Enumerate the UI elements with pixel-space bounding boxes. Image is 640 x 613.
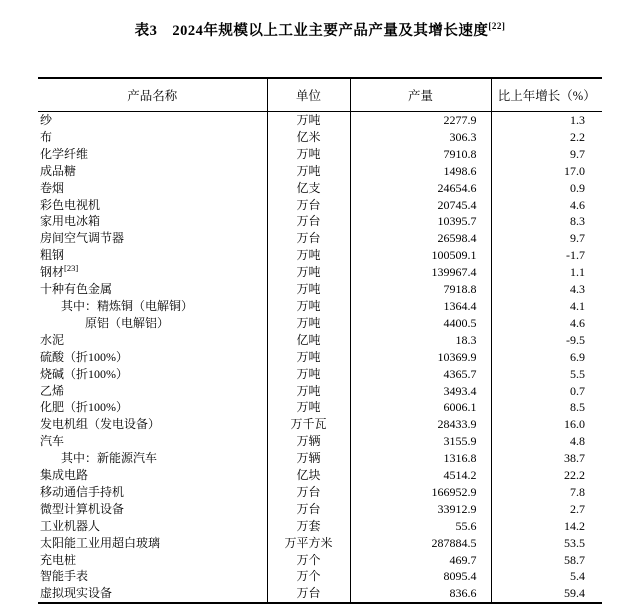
output-value-cell: 4365.7 [350, 366, 491, 383]
output-value-cell: 7918.8 [350, 281, 491, 298]
table-row [38, 247, 602, 264]
growth-value-cell: 58.7 [491, 552, 602, 569]
unit-cell: 万吨 [267, 281, 350, 298]
output-value-cell: 4514.2 [350, 467, 491, 484]
output-value-cell: 3155.9 [350, 433, 491, 450]
unit-cell: 亿支 [267, 180, 350, 197]
table-row [38, 264, 602, 281]
product-name-cell: 太阳能工业用超白玻璃 [40, 535, 161, 550]
product-name-cell: 钢材[23] [40, 264, 79, 280]
table-row [38, 535, 602, 552]
unit-cell: 万吨 [267, 112, 350, 129]
table-row [38, 315, 602, 332]
col-header-product: 产品名称 [38, 78, 267, 112]
growth-value-cell: 1.1 [491, 264, 602, 281]
output-value-cell: 28433.9 [350, 416, 491, 433]
table-row [38, 450, 602, 467]
product-name-cell: 发电机组（发电设备） [40, 417, 161, 432]
unit-cell: 万台 [267, 484, 350, 501]
output-value-cell: 4400.5 [350, 315, 491, 332]
table-row [38, 399, 602, 416]
growth-value-cell: 2.7 [491, 501, 602, 518]
table-row [38, 552, 602, 569]
growth-value-cell: 1.3 [491, 112, 602, 129]
product-name-cell: 粗钢 [40, 248, 65, 263]
output-value-cell: 6006.1 [350, 399, 491, 416]
unit-cell: 万吨 [267, 383, 350, 400]
output-value-cell: 166952.9 [350, 484, 491, 501]
table-row [38, 568, 602, 585]
table-row [38, 383, 602, 400]
growth-value-cell: -1.7 [491, 247, 602, 264]
table-row [38, 197, 602, 214]
output-value-cell: 8095.4 [350, 568, 491, 585]
growth-value-cell: 22.2 [491, 467, 602, 484]
growth-value-cell: 7.8 [491, 484, 602, 501]
growth-value-cell: 53.5 [491, 535, 602, 552]
unit-cell: 万个 [267, 568, 350, 585]
product-name-cell: 纱 [40, 113, 53, 127]
table-row [38, 298, 602, 315]
unit-cell: 万辆 [267, 433, 350, 450]
product-name-cell: 工业机器人 [40, 518, 101, 533]
unit-cell: 万吨 [267, 315, 350, 332]
unit-cell: 万吨 [267, 163, 350, 180]
unit-cell: 万吨 [267, 366, 350, 383]
unit-cell: 万吨 [267, 146, 350, 163]
output-value-cell: 3493.4 [350, 383, 491, 400]
table-row [38, 180, 602, 197]
growth-value-cell: 9.7 [491, 146, 602, 163]
unit-cell: 亿吨 [267, 332, 350, 349]
unit-cell: 万吨 [267, 247, 350, 264]
output-value-cell: 287884.5 [350, 535, 491, 552]
output-value-cell: 306.3 [350, 129, 491, 146]
growth-value-cell: 5.5 [491, 366, 602, 383]
table-row [38, 433, 602, 450]
unit-cell: 万台 [267, 197, 350, 214]
output-value-cell: 10369.9 [350, 349, 491, 366]
output-value-cell: 33912.9 [350, 501, 491, 518]
growth-value-cell: 4.3 [491, 281, 602, 298]
title-footnote-ref: [22] [488, 21, 506, 32]
table-title-text: 表3 2024年规模以上工业主要产品产量及其增长速度 [134, 23, 489, 39]
product-name-cell: 集成电路 [40, 468, 89, 483]
unit-cell: 万吨 [267, 298, 350, 315]
unit-cell: 万辆 [267, 450, 350, 467]
table-row [38, 349, 602, 366]
product-name-cell: 成品糖 [40, 163, 77, 178]
unit-cell: 亿块 [267, 467, 350, 484]
footnote-ref: [23] [64, 264, 79, 274]
growth-value-cell: 8.5 [491, 399, 602, 416]
output-value-cell: 18.3 [350, 332, 491, 349]
output-value-cell: 1316.8 [350, 450, 491, 467]
growth-value-cell: 9.7 [491, 230, 602, 247]
product-name-cell: 乙烯 [40, 383, 65, 398]
unit-cell: 万台 [267, 230, 350, 247]
product-name-cell: 房间空气调节器 [40, 231, 125, 246]
unit-cell: 万台 [267, 501, 350, 518]
unit-cell: 亿米 [267, 129, 350, 146]
table-row [38, 467, 602, 484]
growth-value-cell: 17.0 [491, 163, 602, 180]
product-name-cell: 其中：精炼铜（电解铜） [61, 298, 194, 313]
output-value-cell: 836.6 [350, 585, 491, 603]
table-row [38, 366, 602, 383]
col-header-growth: 比上年增长（%） [491, 78, 602, 112]
output-value-cell: 1364.4 [350, 298, 491, 315]
product-name-cell: 十种有色金属 [40, 282, 113, 297]
output-value-cell: 7910.8 [350, 146, 491, 163]
col-header-output: 产量 [350, 78, 491, 112]
product-name-cell: 卷烟 [40, 180, 65, 195]
output-value-cell: 469.7 [350, 552, 491, 569]
table-row [38, 163, 602, 180]
unit-cell: 万平方米 [267, 535, 350, 552]
product-name-cell: 充电桩 [40, 552, 77, 567]
output-value-cell: 100509.1 [350, 247, 491, 264]
growth-value-cell: 4.1 [491, 298, 602, 315]
growth-value-cell: 5.4 [491, 568, 602, 585]
product-name-cell: 其中：新能源汽车 [61, 451, 158, 466]
table-row [38, 416, 602, 433]
product-name-cell: 彩色电视机 [40, 197, 101, 212]
growth-value-cell: 0.9 [491, 180, 602, 197]
output-value-cell: 20745.4 [350, 197, 491, 214]
table-row [38, 518, 602, 535]
output-value-cell: 1498.6 [350, 163, 491, 180]
table-row [38, 112, 602, 129]
table-title [0, 19, 640, 40]
product-name-cell: 水泥 [40, 332, 65, 347]
growth-value-cell: 38.7 [491, 450, 602, 467]
product-name-cell: 硫酸（折100%） [40, 349, 128, 364]
growth-value-cell: 4.8 [491, 433, 602, 450]
table-row [38, 281, 602, 298]
output-value-cell: 26598.4 [350, 230, 491, 247]
product-name-cell: 化学纤维 [40, 146, 89, 161]
product-name-cell: 烧碱（折100%） [40, 366, 128, 381]
product-name-cell: 汽车 [40, 434, 65, 449]
growth-value-cell: -9.5 [491, 332, 602, 349]
product-name-cell: 化肥（折100%） [40, 400, 128, 415]
growth-value-cell: 59.4 [491, 585, 602, 603]
output-value-cell: 2277.9 [350, 112, 491, 129]
col-header-unit: 单位 [267, 78, 350, 112]
growth-value-cell: 2.2 [491, 129, 602, 146]
unit-cell: 万吨 [267, 399, 350, 416]
unit-cell: 万吨 [267, 349, 350, 366]
table-row [38, 146, 602, 163]
product-name-cell: 虚拟现实设备 [40, 586, 113, 601]
unit-cell: 万千瓦 [267, 416, 350, 433]
product-name-cell: 智能手表 [40, 569, 89, 584]
table-row [38, 484, 602, 501]
output-value-cell: 55.6 [350, 518, 491, 535]
table-row [38, 332, 602, 349]
table-row [38, 501, 602, 518]
unit-cell: 万台 [267, 585, 350, 603]
product-name-cell: 布 [40, 129, 53, 144]
table-row [38, 585, 602, 603]
product-name-cell: 家用电冰箱 [40, 214, 101, 229]
output-value-cell: 139967.4 [350, 264, 491, 281]
output-value-cell: 24654.6 [350, 180, 491, 197]
growth-value-cell: 8.3 [491, 213, 602, 230]
product-name-cell: 移动通信手持机 [40, 484, 125, 499]
growth-value-cell: 16.0 [491, 416, 602, 433]
growth-value-cell: 6.9 [491, 349, 602, 366]
growth-value-cell: 14.2 [491, 518, 602, 535]
unit-cell: 万个 [267, 552, 350, 569]
product-name-cell: 微型计算机设备 [40, 501, 125, 516]
table-row [38, 213, 602, 230]
output-value-cell: 10395.7 [350, 213, 491, 230]
growth-value-cell: 4.6 [491, 197, 602, 214]
header-row [38, 78, 602, 112]
growth-value-cell: 0.7 [491, 383, 602, 400]
product-name-cell: 原铝（电解铝） [85, 315, 170, 330]
table-row [38, 129, 602, 146]
products-table [38, 77, 602, 604]
unit-cell: 万台 [267, 213, 350, 230]
table-row [38, 230, 602, 247]
growth-value-cell: 4.6 [491, 315, 602, 332]
unit-cell: 万套 [267, 518, 350, 535]
unit-cell: 万吨 [267, 264, 350, 281]
table-body [38, 112, 602, 604]
